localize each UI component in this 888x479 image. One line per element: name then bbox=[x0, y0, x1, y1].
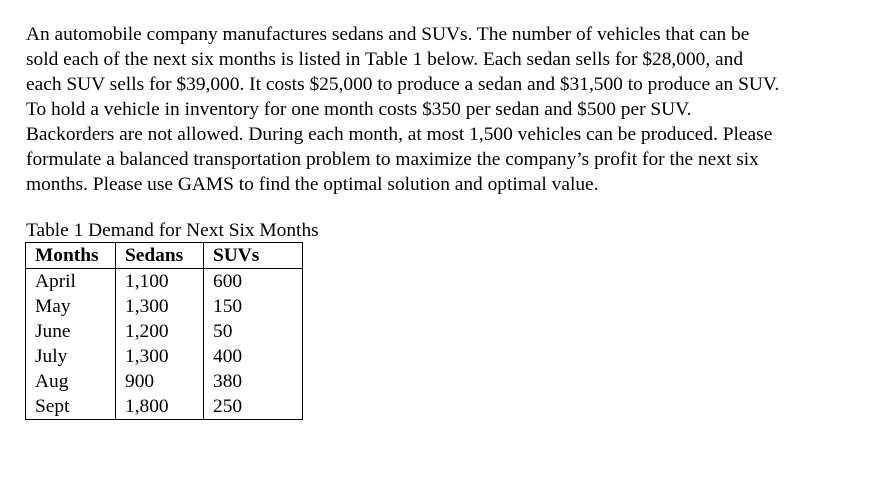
table-header-row bbox=[26, 243, 303, 269]
cell-sedans: 1,800 bbox=[116, 394, 204, 420]
header-months: Months bbox=[26, 243, 116, 269]
header-sedans: Sedans bbox=[116, 243, 204, 269]
problem-line: sold each of the next six months is listed in Table 1 below. Each sedan sells for $28,000, and bbox=[26, 49, 744, 70]
cell-sedans: 1,300 bbox=[116, 294, 204, 319]
cell-month: Sept bbox=[26, 394, 116, 420]
table-row bbox=[26, 294, 303, 319]
header-suvs: SUVs bbox=[204, 243, 303, 269]
cell-month: June bbox=[26, 319, 116, 344]
table-caption: Table 1 Demand for Next Six Months bbox=[26, 220, 319, 241]
cell-suvs: 400 bbox=[204, 344, 303, 369]
table-row bbox=[26, 394, 303, 420]
table-row bbox=[26, 269, 303, 295]
cell-month: April bbox=[26, 269, 116, 295]
demand-table bbox=[25, 242, 303, 420]
problem-statement bbox=[26, 22, 866, 197]
problem-line: An automobile company manufactures sedans and SUVs. The number of vehicles that can be bbox=[26, 24, 750, 45]
cell-sedans: 900 bbox=[116, 369, 204, 394]
table-row bbox=[26, 319, 303, 344]
cell-month: May bbox=[26, 294, 116, 319]
table-row bbox=[26, 344, 303, 369]
problem-line: Backorders are not allowed. During each month, at most 1,500 vehicles can be produced. Please bbox=[26, 124, 773, 145]
problem-line: each SUV sells for $39,000. It costs $25,000 to produce a sedan and $31,500 to produce an SUV. bbox=[26, 74, 780, 95]
cell-sedans: 1,100 bbox=[116, 269, 204, 295]
table-row bbox=[26, 369, 303, 394]
problem-line: months. Please use GAMS to find the optimal solution and optimal value. bbox=[26, 174, 599, 195]
cell-suvs: 250 bbox=[204, 394, 303, 420]
cell-suvs: 380 bbox=[204, 369, 303, 394]
cell-suvs: 50 bbox=[204, 319, 303, 344]
cell-suvs: 150 bbox=[204, 294, 303, 319]
cell-month: Aug bbox=[26, 369, 116, 394]
cell-month: July bbox=[26, 344, 116, 369]
problem-line: formulate a balanced transportation problem to maximize the company’s profit for the next six bbox=[26, 149, 759, 170]
cell-sedans: 1,300 bbox=[116, 344, 204, 369]
cell-sedans: 1,200 bbox=[116, 319, 204, 344]
cell-suvs: 600 bbox=[204, 269, 303, 295]
problem-line: To hold a vehicle in inventory for one month costs $350 per sedan and $500 per SUV. bbox=[26, 99, 692, 120]
